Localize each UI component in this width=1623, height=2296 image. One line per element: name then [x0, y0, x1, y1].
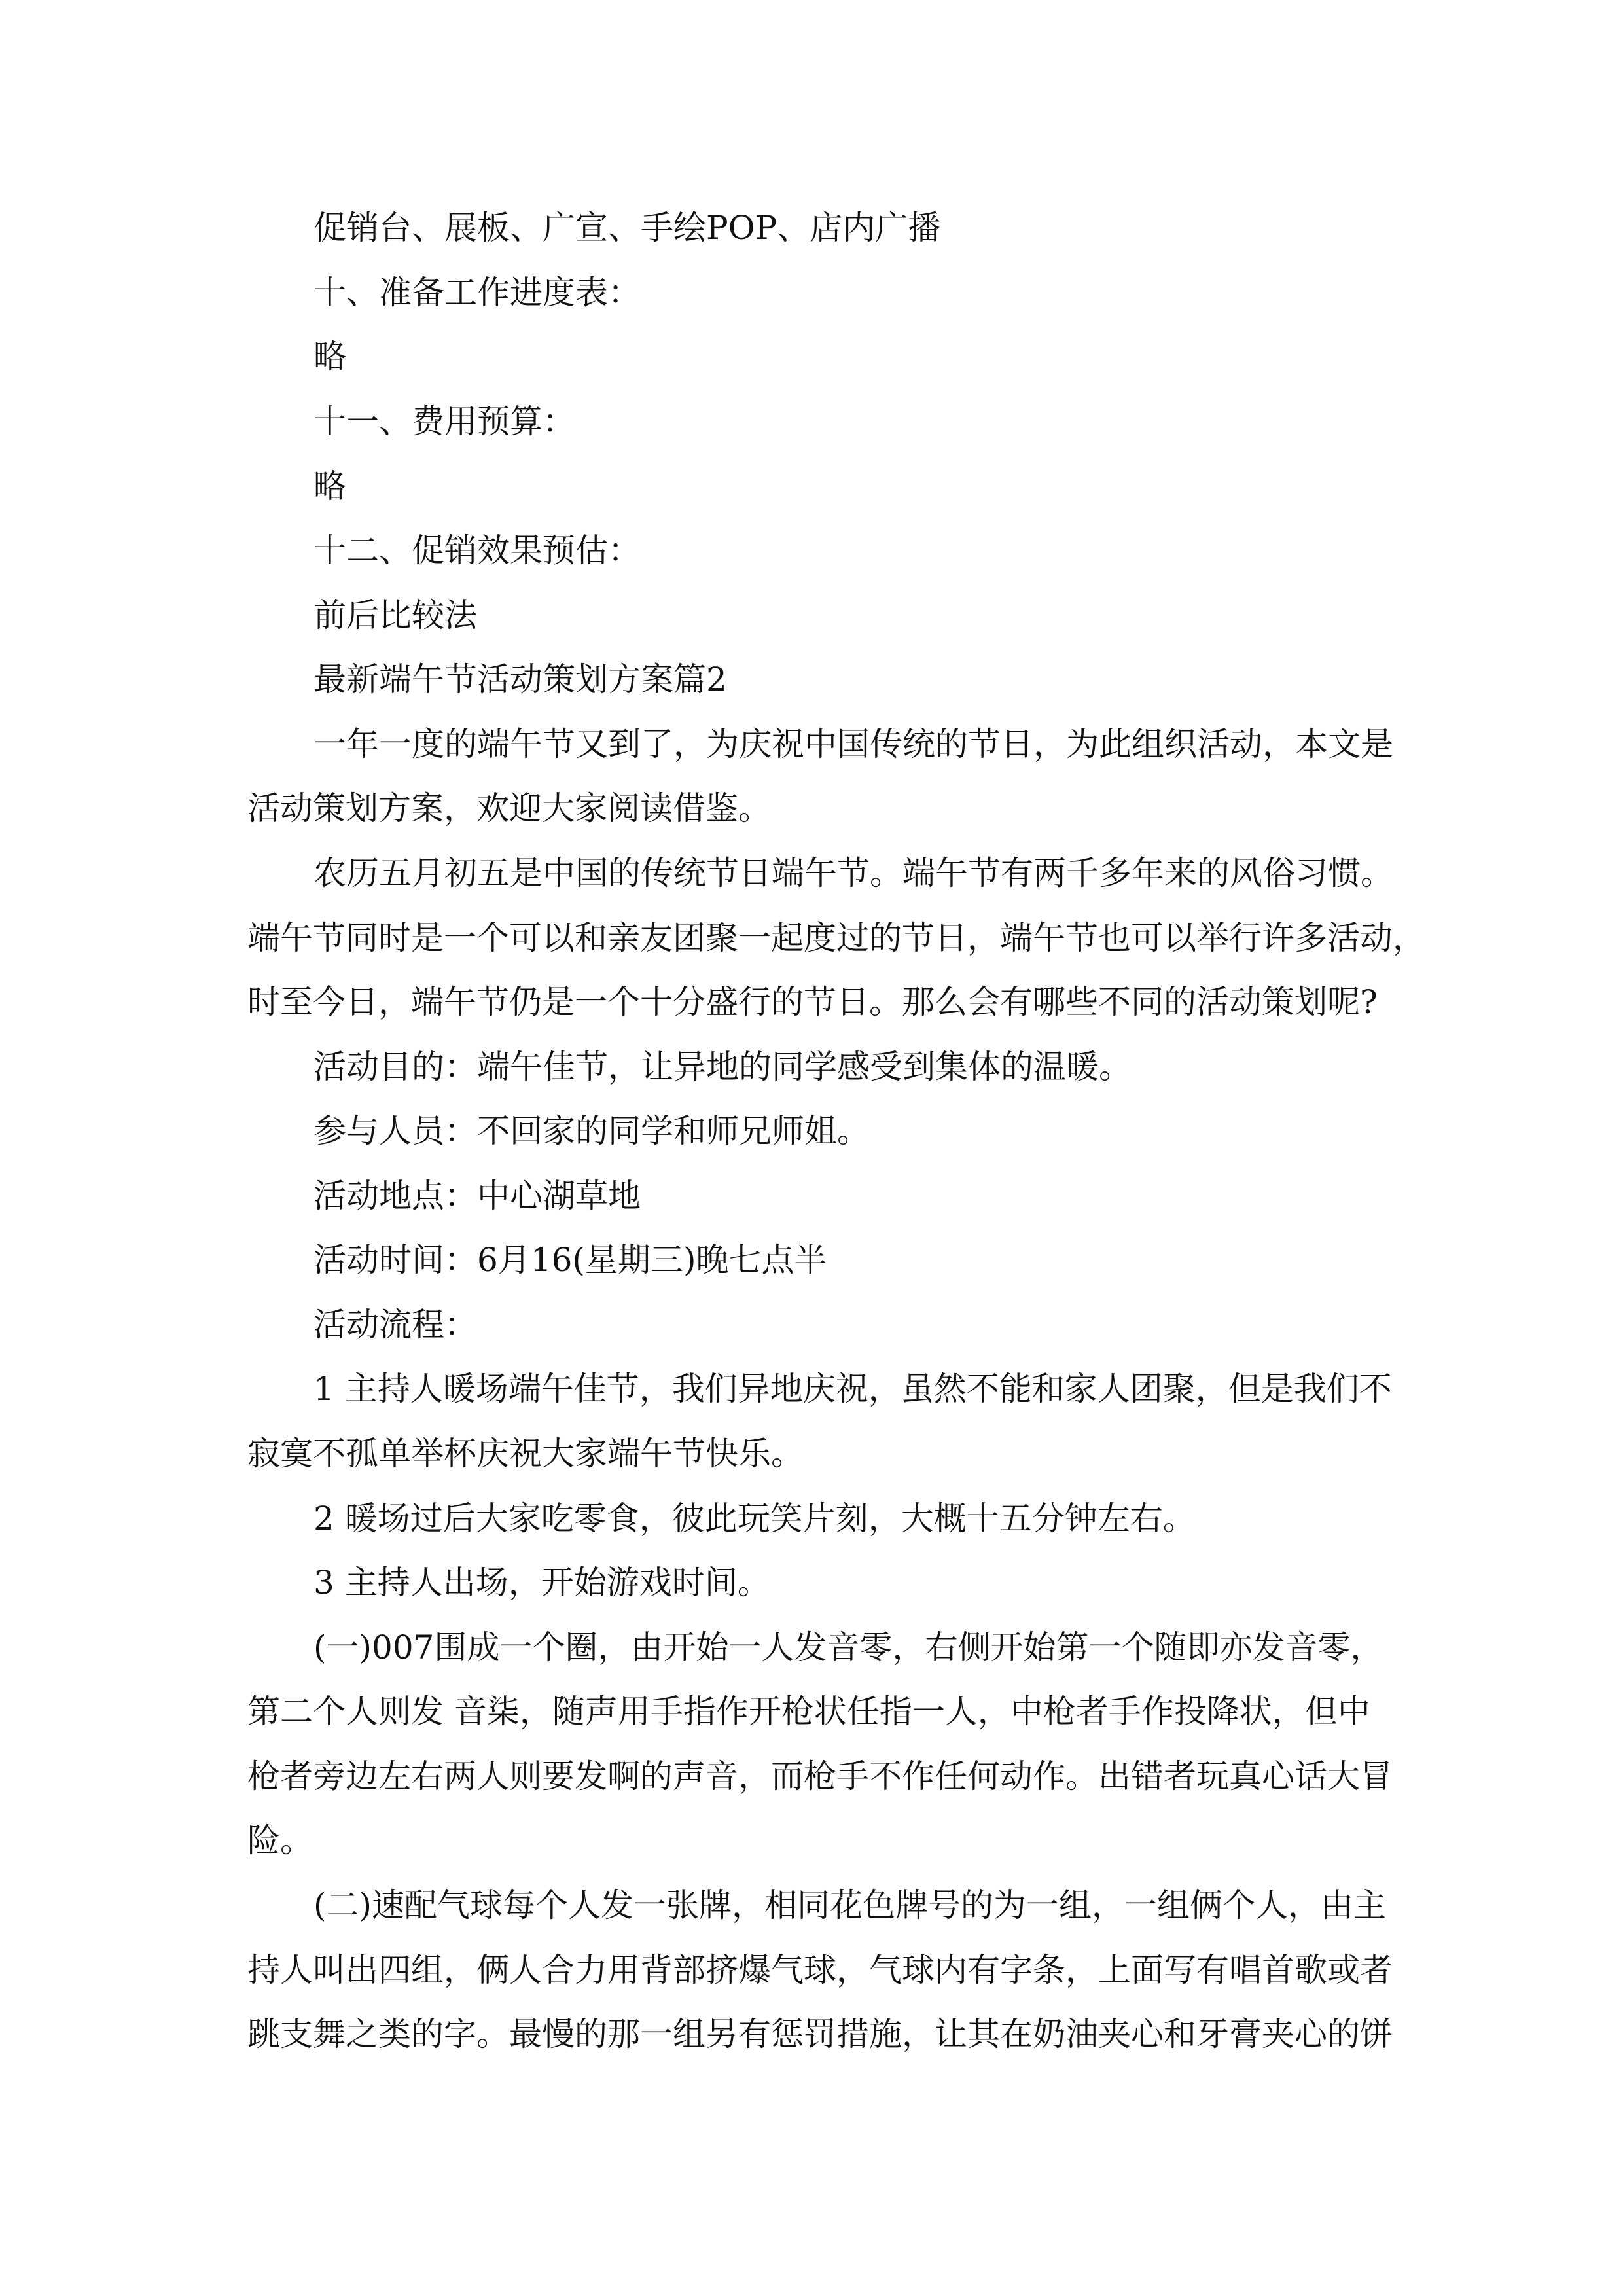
text-line-process: 活动流程： [313, 1306, 477, 1344]
paragraph-line: 1 主持人暖场端午佳节，我们异地庆祝，虽然不能和家人团聚，但是我们不 [313, 1370, 1392, 1408]
heading-prep-schedule: 十、准备工作进度表： [313, 274, 641, 312]
paragraph-line: 跳支舞之类的字。最慢的那一组另有惩罚措施，让其在奶油夹心和牙膏夹心的饼 [247, 2015, 1393, 2053]
paragraph-line: 农历五月初五是中国的传统节日端午节。端午节有两千多年来的风俗习惯。 [313, 854, 1393, 892]
section-title: 最新端午节活动策划方案篇2 [313, 660, 727, 698]
paragraph-line: 端午节同时是一个可以和亲友团聚一起度过的节日，端午节也可以举行许多活动， [247, 919, 1425, 957]
paragraph-line: 第二个人则发 音柒，随声用手指作开枪状任指一人，中枪者手作投降状，但中 [247, 1693, 1370, 1731]
text-line-omitted: 略 [313, 467, 346, 505]
paragraph-line: 2 暖场过后大家吃零食，彼此玩笑片刻，大概十五分钟左右。 [313, 1499, 1196, 1537]
paragraph-line: 时至今日，端午节仍是一个十分盛行的节日。那么会有哪些不同的活动策划呢? [247, 983, 1378, 1021]
paragraph-line: 3 主持人出场，开始游戏时间。 [313, 1564, 770, 1602]
paragraph-line: 枪者旁边左右两人则要发啊的声音，而枪手不作任何动作。出错者玩真心话大冒 [247, 1757, 1393, 1795]
text-line-participants: 参与人员：不回家的同学和师兄师姐。 [313, 1112, 870, 1150]
paragraph-line: (二)速配气球每个人发一张牌，相同花色牌号的为一组，一组俩个人，由主 [313, 1886, 1387, 1924]
paragraph-line: 险。 [247, 1821, 313, 1859]
text-line-promo-materials: 促销台、展板、广宣、手绘POP、店内广播 [313, 209, 941, 247]
heading-effect-estimate: 十二、促销效果预估： [313, 531, 641, 569]
heading-budget: 十一、费用预算： [313, 403, 575, 440]
paragraph-line: 持人叫出四组，俩人合力用背部挤爆气球，气球内有字条，上面写有唱首歌或者 [247, 1951, 1393, 1989]
paragraph-line: 一年一度的端午节又到了，为庆祝中国传统的节日，为此组织活动，本文是 [313, 725, 1393, 763]
paragraph-line: 寂寞不孤单举杯庆祝大家端午节快乐。 [247, 1435, 804, 1473]
paragraph-line: 活动策划方案，欢迎大家阅读借鉴。 [247, 789, 771, 827]
text-line-purpose: 活动目的：端午佳节，让异地的同学感受到集体的温暖。 [313, 1048, 1132, 1086]
text-line-time: 活动时间：6月16(星期三)晚七点半 [313, 1241, 827, 1279]
text-line-omitted: 略 [313, 338, 346, 376]
paragraph-line: (一)007围成一个圈，由开始一人发音零，右侧开始第一个随即亦发音零， [313, 1628, 1383, 1666]
text-line-location: 活动地点：中心湖草地 [313, 1177, 641, 1215]
text-line-comparison-method: 前后比较法 [313, 596, 477, 634]
